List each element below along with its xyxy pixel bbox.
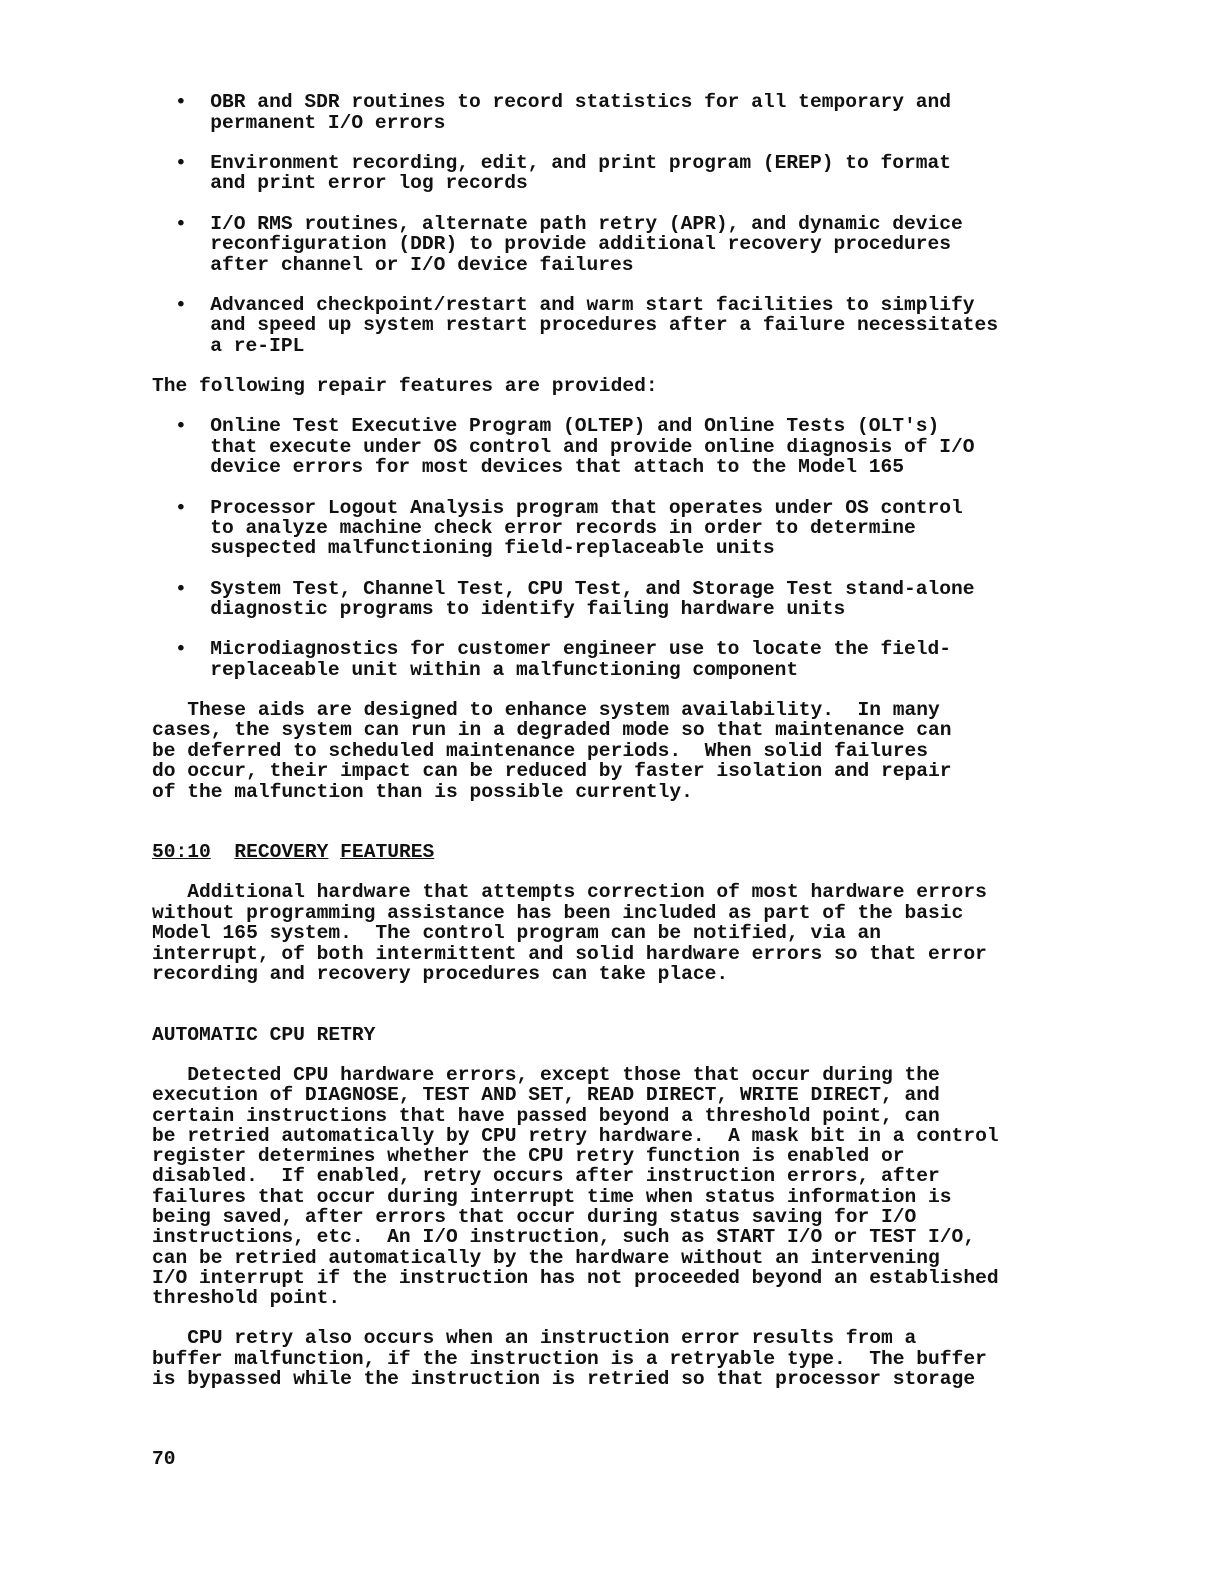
bullet-obr-sdr: • OBR and SDR routines to record statistics for all temporary and [175,91,952,113]
paragraph-line: execution of DIAGNOSE, TEST AND SET, READ DIRECT, WRITE DIRECT, and [152,1084,940,1106]
bullet-erep: • Environment recording, edit, and print program (EREP) to format [175,152,952,174]
text-line: and print error log records [175,172,528,194]
paragraph-line: do occur, their impact can be reduced by faster isolation and repair [152,760,952,782]
paragraph-line: Detected CPU hardware errors, except those that occur during the [152,1064,940,1086]
paragraph-line: certain instructions that have passed beyond a threshold point, can [152,1105,940,1127]
bullet-microdiagnostics: • Microdiagnostics for customer engineer use to locate the field- [175,638,952,660]
paragraph-line: can be retried automatically by the hardware without an intervening [152,1247,940,1269]
section-title-word: FEATURES [340,841,435,863]
text-line: after channel or I/O device failures [175,254,634,276]
paragraph-line: register determines whether the CPU retry function is enabled or [152,1145,905,1167]
text-line: suspected malfunctioning field-replaceable units [175,537,775,559]
text-line: to analyze machine check error records in order to determine [175,517,916,539]
text-line: a re-IPL [175,335,305,357]
paragraph-line: interrupt, of both intermittent and solid hardware errors so that error [152,943,987,965]
paragraph-line: threshold point. [152,1287,341,1309]
paragraph-line: instructions, etc. An I/O instruction, such as START I/O or TEST I/O, [152,1226,976,1248]
paragraph-line: recording and recovery procedures can take place. [152,963,729,985]
bullet-oltep: • Online Test Executive Program (OLTEP) and Online Tests (OLT's) [175,415,940,437]
paragraph-line: disabled. If enabled, retry occurs after instruction errors, after [152,1165,940,1187]
paragraph-line: CPU retry also occurs when an instruction error results from a [152,1327,917,1349]
paragraph-line: Additional hardware that attempts correction of most hardware errors [152,881,987,903]
section-number: 50:10 [152,841,211,863]
bullet-io-rms: • I/O RMS routines, alternate path retry (APR), and dynamic device [175,213,963,235]
paragraph-line: Model 165 system. The control program can be notified, via an [152,922,882,944]
paragraph-line: I/O interrupt if the instruction has not proceeded beyond an established [152,1267,999,1289]
paragraph-line: be deferred to scheduled maintenance periods. When solid failures [152,740,929,762]
text-line: reconfiguration (DDR) to provide additional recovery procedures [175,233,952,255]
section-heading [152,842,434,862]
bullet-system-test: • System Test, Channel Test, CPU Test, and Storage Test stand-alone [175,578,975,600]
paragraph-line: of the malfunction than is possible currently. [152,781,693,803]
paragraph-line: buffer malfunction, if the instruction is a retryable type. The buffer [152,1348,987,1370]
paragraph-line: being saved, after errors that occur during status saving for I/O [152,1206,917,1228]
paragraph-line: cases, the system can run in a degraded mode so that maintenance can [152,719,952,741]
text-line: device errors for most devices that attach to the Model 165 [175,456,905,478]
text-line: permanent I/O errors [175,112,446,134]
text-line: and speed up system restart procedures after a failure necessitates [175,314,999,336]
paragraph-line: failures that occur during interrupt time when status information is [152,1186,952,1208]
subsection-heading: AUTOMATIC CPU RETRY [152,1024,376,1046]
text-line: diagnostic programs to identify failing hardware units [175,598,846,620]
text-line: that execute under OS control and provide online diagnosis of I/O [175,436,975,458]
paragraph-line: These aids are designed to enhance system availability. In many [152,699,940,721]
paragraph-line: is bypassed while the instruction is retried so that processor storage [152,1368,976,1390]
page-number: 70 [152,1448,176,1470]
paragraph-line: without programming assistance has been included as part of the basic [152,902,964,924]
repair-features-intro: The following repair features are provided: [152,375,658,397]
paragraph-line: be retried automatically by CPU retry hardware. A mask bit in a control [152,1125,999,1147]
section-title-word: RECOVERY [234,841,329,863]
bullet-logout-analysis: • Processor Logout Analysis program that operates under OS control [175,497,963,519]
bullet-checkpoint-restart: • Advanced checkpoint/restart and warm start facilities to simplify [175,294,975,316]
text-line: replaceable unit within a malfunctioning component [175,659,799,681]
